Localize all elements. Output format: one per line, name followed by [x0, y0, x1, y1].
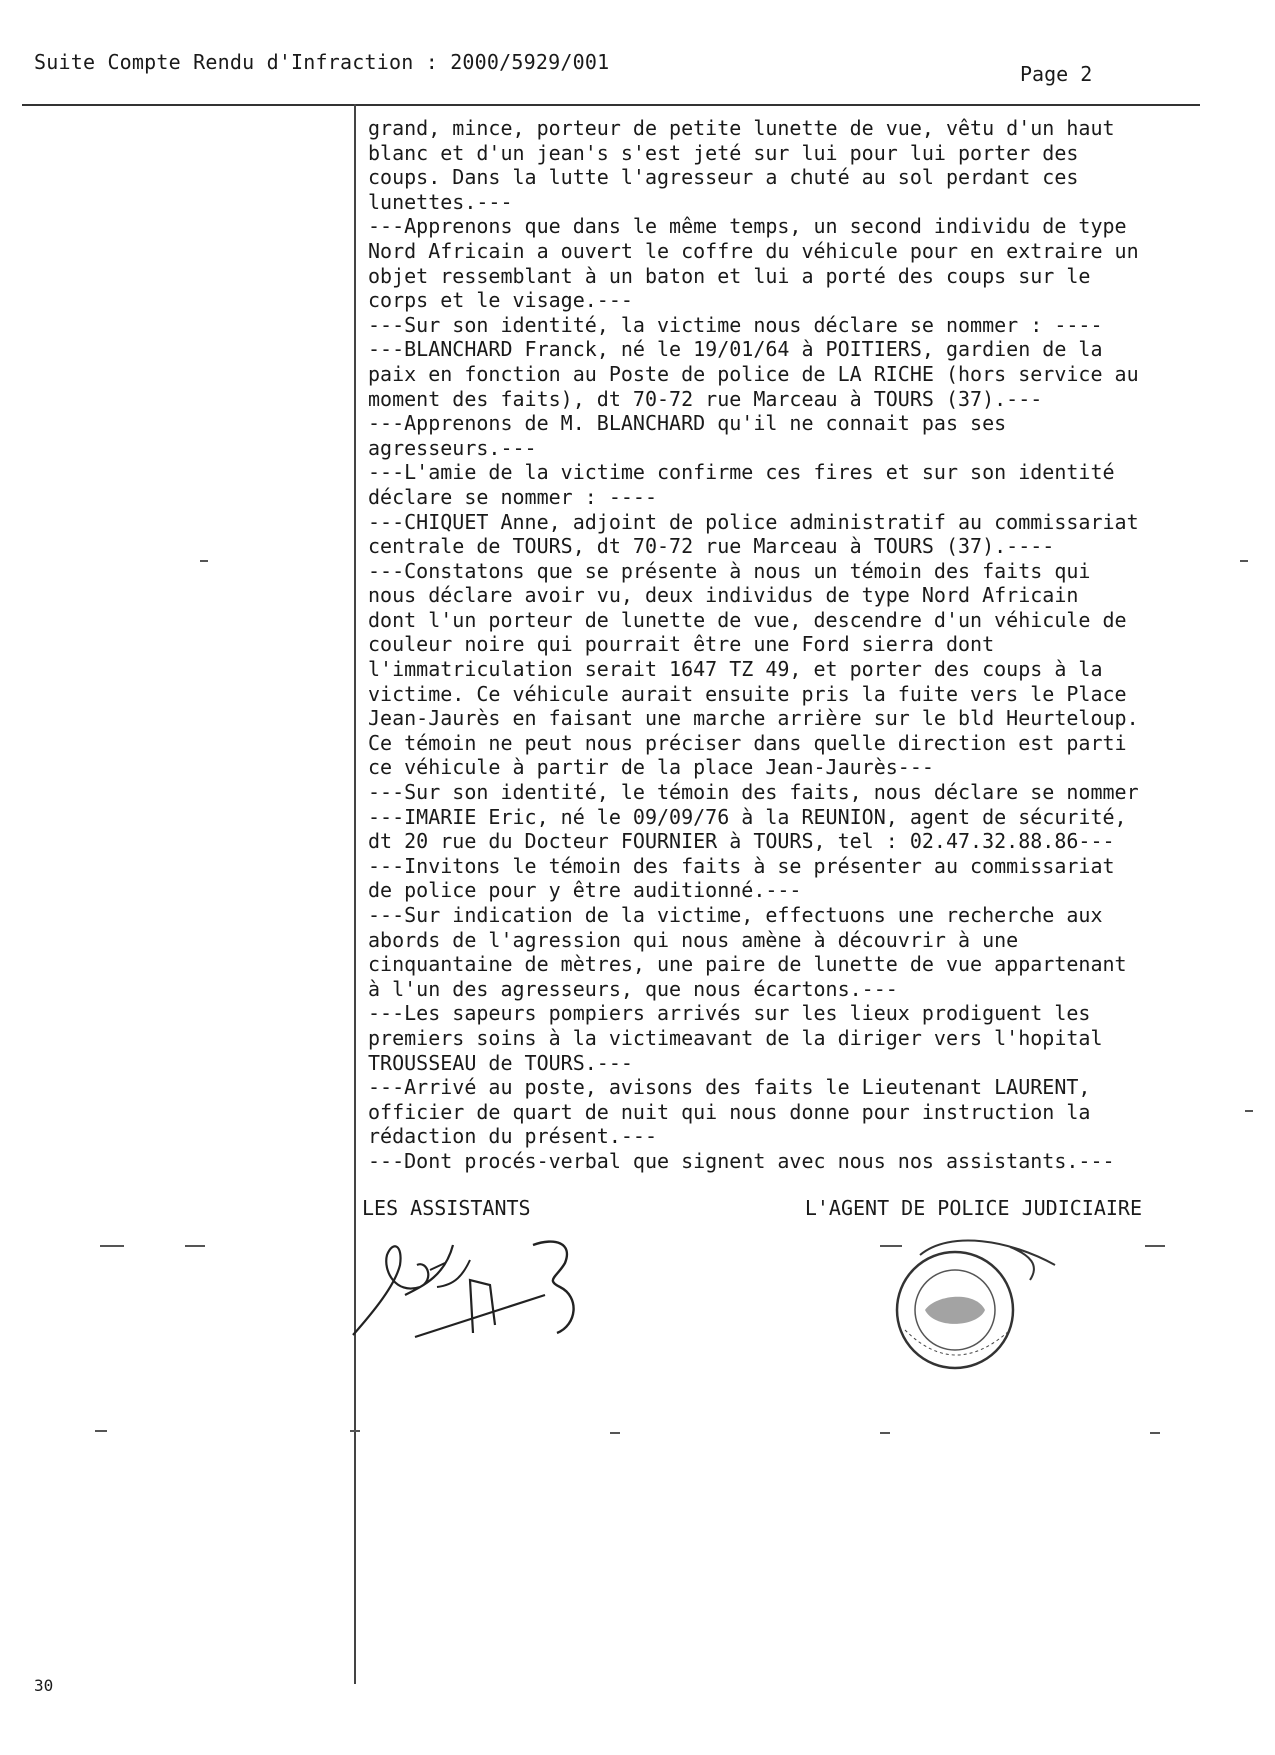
report-body	[368, 116, 1198, 1174]
body-line: à l'un des agresseurs, que nous écartons.---	[368, 976, 898, 1001]
scan-speck	[1145, 1245, 1165, 1247]
body-line: ---L'amie de la victime confirme ces fires et sur son identité	[368, 460, 1115, 485]
scan-speck	[100, 1245, 124, 1247]
body-line: ---BLANCHARD Franck, né le 19/01/64 à POITIERS, gardien de la	[368, 337, 1103, 362]
scan-speck	[880, 1432, 890, 1434]
body-line: moment des faits), dt 70-72 rue Marceau à TOURS (37).---	[368, 386, 1043, 411]
body-line: blanc et d'un jean's s'est jeté sur lui pour lui porter des	[368, 140, 1079, 165]
body-line: l'immatriculation serait 1647 TZ 49, et porter des coups à la	[368, 657, 1103, 682]
body-line: victime. Ce véhicule aurait ensuite pris la fuite vers le Place	[368, 681, 1127, 706]
body-line: grand, mince, porteur de petite lunette de vue, vêtu d'un haut	[368, 116, 1115, 140]
body-line: ---Les sapeurs pompiers arrivés sur les lieux prodiguent les	[368, 1001, 1091, 1026]
body-line: dont l'un porteur de lunette de vue, descendre d'un véhicule de	[368, 607, 1127, 632]
left-margin-rule	[354, 104, 356, 1684]
body-line: ---Apprenons que dans le même temps, un second individu de type	[368, 214, 1127, 239]
body-line: Ce témoin ne peut nous préciser dans quelle direction est parti	[368, 730, 1127, 755]
scan-speck	[200, 560, 208, 562]
body-line: ---Sur indication de la victime, effectuons une recherche aux	[368, 903, 1103, 927]
body-line: ---Apprenons de M. BLANCHARD qu'il ne connait pas ses	[368, 411, 1007, 436]
body-line: lunettes.---	[368, 189, 513, 214]
body-line: rédaction du présent.---	[368, 1124, 657, 1149]
handwritten-signature	[345, 1225, 645, 1345]
body-line: couleur noire qui pourrait être une Ford sierra dont	[368, 632, 995, 657]
scan-speck	[1150, 1432, 1160, 1434]
body-line: Nord Africain a ouvert le coffre du véhicule pour en extraire un	[368, 238, 1139, 263]
body-line: officier de quart de nuit qui nous donne pour instruction la	[368, 1099, 1091, 1124]
body-line: ---Sur son identité, le témoin des faits, nous déclare se nommer	[368, 780, 1139, 805]
page-number: Page 2	[1020, 62, 1093, 86]
body-line: premiers soins à la victimeavant de la diriger vers l'hopital	[368, 1025, 1103, 1050]
body-line: dt 20 rue du Docteur FOURNIER à TOURS, tel : 02.47.32.88.86---	[368, 829, 1115, 854]
police-agent-label: L'AGENT DE POLICE JUDICIAIRE	[804, 1196, 1142, 1220]
body-line: nous déclare avoir vu, deux individus de type Nord Africain	[368, 583, 1079, 608]
scan-speck	[1245, 1110, 1253, 1112]
body-line: de police pour y être auditionné.---	[368, 878, 802, 903]
body-line: ---Arrivé au poste, avisons des faits le Lieutenant LAURENT,	[368, 1075, 1091, 1100]
body-line: coups. Dans la lutte l'agresseur a chuté au sol perdant ces	[368, 165, 1079, 190]
body-line: ---Constatons que se présente à nous un témoin des faits qui	[368, 558, 1091, 583]
scan-speck	[610, 1432, 620, 1434]
scan-speck	[350, 1430, 360, 1432]
header-divider	[22, 104, 1200, 106]
scan-speck	[95, 1430, 107, 1432]
official-stamp	[860, 1235, 1060, 1375]
body-line: abords de l'agression qui nous amène à découvrir à une	[368, 927, 1019, 952]
body-line: ---Sur son identité, la victime nous déclare se nommer : ----	[368, 312, 1103, 337]
scan-speck	[880, 1245, 902, 1247]
body-line: ---IMARIE Eric, né le 09/09/76 à la REUNION, agent de sécurité,	[368, 804, 1127, 829]
body-line: ce véhicule à partir de la place Jean-Jaurès---	[368, 755, 934, 780]
signature-labels	[362, 1196, 1142, 1222]
page-corner-number: 30	[34, 1676, 54, 1695]
body-line: ---Dont procés-verbal que signent avec nous nos assistants.---	[368, 1148, 1115, 1173]
scan-speck	[1240, 560, 1248, 562]
body-line: corps et le visage.---	[368, 288, 633, 313]
body-line: ---Invitons le témoin des faits à se présenter au commissariat	[368, 853, 1115, 878]
body-line: centrale de TOURS, dt 70-72 rue Marceau à TOURS (37).----	[368, 534, 1055, 559]
body-line: ---CHIQUET Anne, adjoint de police administratif au commissariat	[368, 509, 1139, 534]
body-line: cinquantaine de mètres, une paire de lunette de vue appartenant	[368, 952, 1127, 977]
body-line: agresseurs.---	[368, 435, 537, 460]
body-line: paix en fonction au Poste de police de LA RICHE (hors service au	[368, 361, 1139, 386]
report-header-title: Suite Compte Rendu d'Infraction : 2000/5929/001	[34, 50, 610, 74]
body-line: déclare se nommer : ----	[368, 484, 657, 509]
assistants-label: LES ASSISTANTS	[362, 1196, 531, 1220]
body-line: Jean-Jaurès en faisant une marche arrière sur le bld Heurteloup.	[368, 706, 1139, 731]
body-line: TROUSSEAU de TOURS.---	[368, 1050, 633, 1075]
scan-speck	[185, 1245, 205, 1247]
body-line: objet ressemblant à un baton et lui a porté des coups sur le	[368, 263, 1091, 288]
